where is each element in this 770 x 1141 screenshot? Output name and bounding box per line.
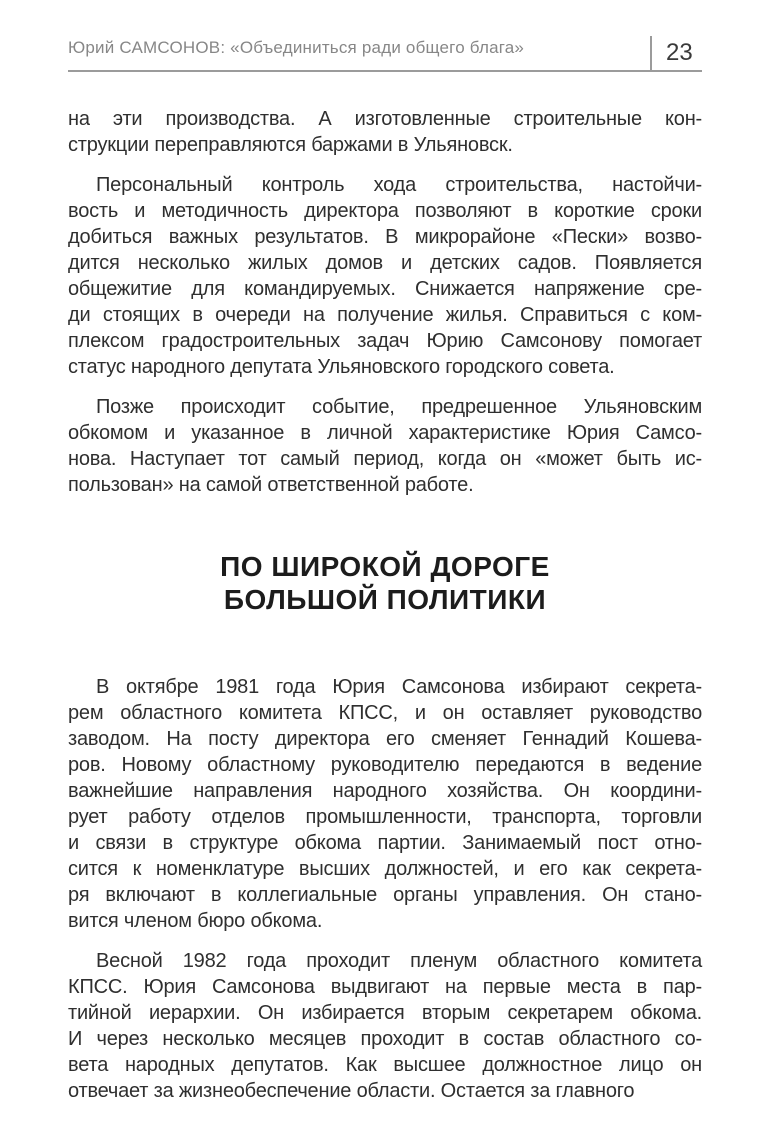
text-line: рем областного комитета КПСС, и он оставляет руководство (68, 702, 702, 724)
text-line: заводом. На посту директора его сменяет Геннадий Кошева- (68, 728, 702, 750)
text-line: общежитие для командируемых. Снижается напряжение сре- (68, 278, 702, 300)
text-line: обкомом и указанное в личной характеристике Юрия Самсо- (68, 422, 702, 444)
paragraph (68, 172, 702, 380)
text-line: рует работу отделов промышленности, транспорта, торговли (68, 806, 702, 828)
text-line: вится членом бюро обкома. (68, 910, 323, 932)
running-header (68, 0, 702, 72)
text-line: вость и методичность директора позволяют в короткие сроки (68, 200, 702, 222)
paragraph (68, 948, 702, 1104)
text-line: на эти производства. А изготовленные строительные кон- (68, 108, 702, 130)
text-line: Персональный контроль хода строительства, настойчи- (96, 174, 702, 196)
text-line: КПСС. Юрия Самсонова выдвигают на первые места в пар- (68, 976, 702, 998)
text-line: дится несколько жилых домов и детских садов. Появляется (68, 252, 702, 274)
text-line: ря включают в коллегиальные органы управления. Он стано- (68, 884, 702, 906)
book-page (68, 0, 702, 1104)
text-line: отвечает за жизнеобеспечение области. Остается за главного (68, 1080, 635, 1102)
text-line: ди стоящих в очереди на получение жилья. Справиться с ком- (68, 304, 702, 326)
text-line: В октябре 1981 года Юрия Самсонова избирают секрета- (96, 676, 702, 698)
content (68, 72, 702, 1104)
text-line: сится к номенклатуре высших должностей, и его как секрета- (68, 858, 702, 880)
text-line: нова. Наступает тот самый период, когда он «может быть ис- (68, 448, 702, 470)
section-heading (68, 550, 702, 616)
text-line: и связи в структуре обкома партии. Занимаемый пост отно- (68, 832, 702, 854)
text-line: ров. Новому областному руководителю передаются в ведение (68, 754, 702, 776)
paragraph (68, 674, 702, 934)
heading-line: ПО ШИРОКОЙ ДОРОГЕ (220, 551, 550, 582)
text-line: добиться важных результатов. В микрорайоне «Пески» возво- (68, 226, 702, 248)
text-line: плексом градостроительных задач Юрию Самсонову помогает (68, 330, 702, 352)
running-title: Юрий САМСОНОВ: «Объединиться ради общего блага» (68, 38, 525, 57)
paragraph (68, 394, 702, 498)
text-line: И через несколько месяцев проходит в состав областного со- (68, 1028, 702, 1050)
heading-line: БОЛЬШОЙ ПОЛИТИКИ (223, 584, 547, 615)
text-line: Весной 1982 года проходит пленум областного комитета (96, 950, 702, 972)
text-line: вета народных депутатов. Как высшее должностное лицо он (68, 1054, 702, 1076)
text-line: тийной иерархии. Он избирается вторым секретарем обкома. (68, 1002, 702, 1024)
page-number: 23 (666, 39, 693, 66)
text-line: важнейшие направления народного хозяйства. Он координи- (68, 780, 702, 802)
paragraph (68, 106, 702, 158)
text-line: пользован» на самой ответственной работе. (68, 474, 474, 496)
text-line: Позже происходит событие, предрешенное Ульяновским (96, 396, 702, 418)
page-number-box (650, 36, 702, 70)
text-line: струкции переправляются баржами в Ульяновск. (68, 134, 513, 156)
text-line: статус народного депутата Ульяновского городского совета. (68, 356, 615, 378)
